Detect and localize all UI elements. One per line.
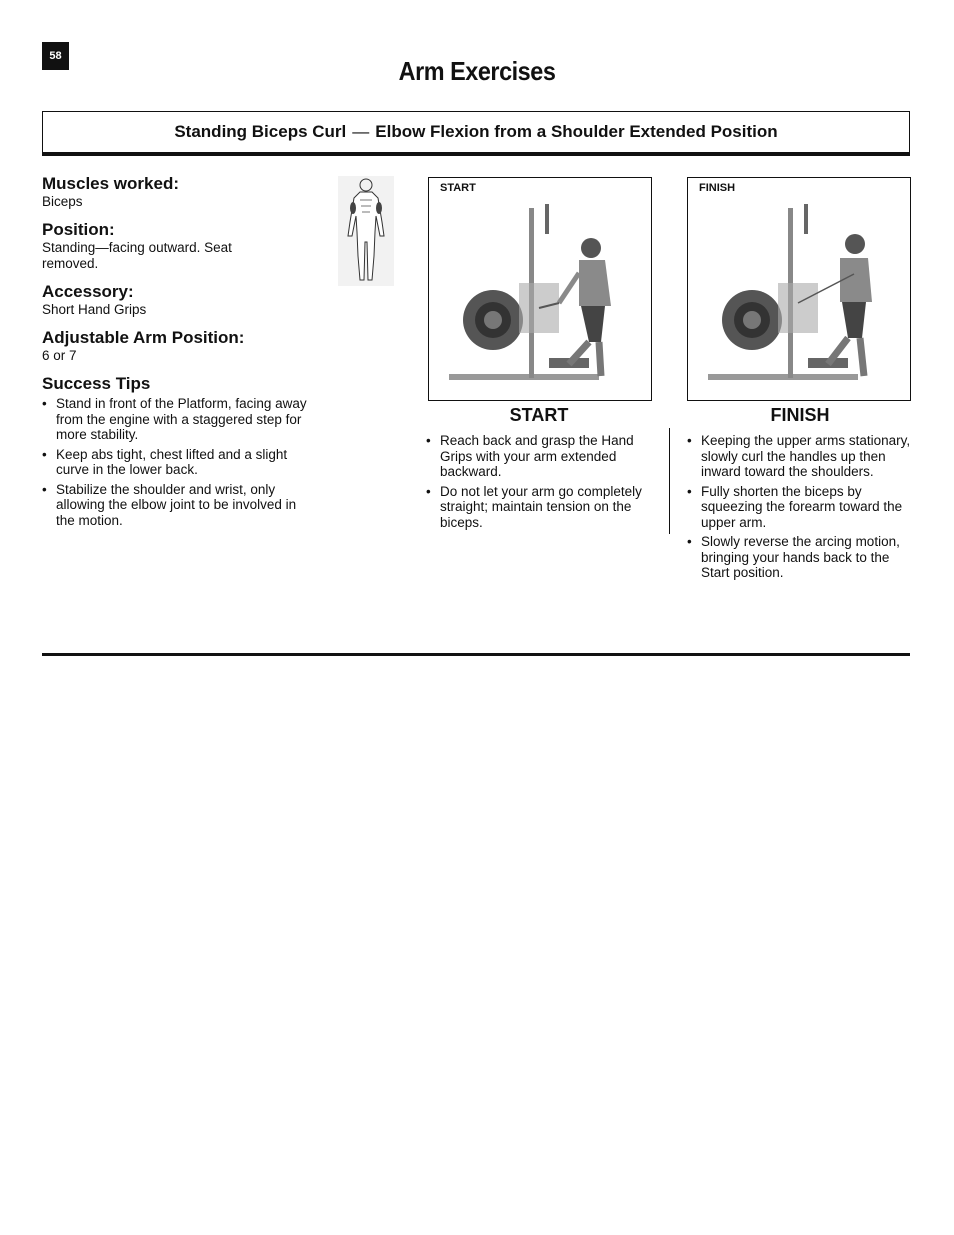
list-item: • Keeping the upper arms stationary, slowly curl the handles up then inward toward the shoulders. [687, 433, 915, 480]
finish-heading: FINISH [770, 405, 830, 425]
start-machine-image [429, 178, 651, 400]
muscle-diagram-image [338, 176, 394, 286]
start-photo [428, 177, 652, 401]
start-steps-list [426, 433, 648, 534]
finish-photo [687, 177, 911, 401]
list-item: • Slowly reverse the arcing motion, bringing your hands back to the Start position. [687, 534, 915, 581]
section-divider [42, 653, 910, 656]
success-tips-heading: Success Tips [42, 374, 151, 393]
list-item: • Do not let your arm go completely straight; maintain tension on the biceps. [426, 484, 648, 531]
exercise-subtitle: Elbow Flexion from a Shoulder Extended Position [375, 122, 778, 141]
exercise-header [42, 111, 910, 156]
list-item: • Fully shorten the biceps by squeezing the forearm toward the upper arm. [687, 484, 915, 531]
accessory-text: Short Hand Grips [42, 302, 147, 317]
page-number: 58 [42, 42, 69, 70]
success-tips-list [42, 396, 312, 528]
muscles-heading: Muscles worked: [42, 174, 179, 193]
position-heading: Position: [42, 220, 115, 239]
position-text: Standing—facing outward. Seat removed. [42, 240, 232, 271]
list-item: • Reach back and grasp the Hand Grips with your arm extended backward. [426, 433, 648, 480]
exercise-name: Standing Biceps Curl [174, 122, 347, 141]
list-item: • Keep abs tight, chest lifted and a slight curve in the lower back. [42, 447, 312, 478]
finish-tag: FINISH [699, 182, 736, 194]
muscles-text: Biceps [42, 194, 83, 209]
start-tag: START [440, 182, 476, 194]
list-item: • Stand in front of the Platform, facing away from the engine with a staggered step for more stability. [42, 396, 312, 443]
finish-steps-list [687, 433, 915, 585]
column-divider [669, 428, 670, 534]
list-item: • Stabilize the shoulder and wrist, only allowing the elbow joint to be involved in the motion. [42, 482, 312, 529]
page-title: Arm Exercises [398, 56, 556, 86]
finish-machine-image [688, 178, 910, 400]
accessory-heading: Accessory: [42, 282, 134, 301]
arm-position-text: 6 or 7 [42, 348, 77, 363]
start-heading: START [509, 405, 569, 425]
exercise-dash: — [352, 122, 370, 141]
exercise-details [42, 174, 312, 532]
arm-position-heading: Adjustable Arm Position: [42, 328, 245, 347]
